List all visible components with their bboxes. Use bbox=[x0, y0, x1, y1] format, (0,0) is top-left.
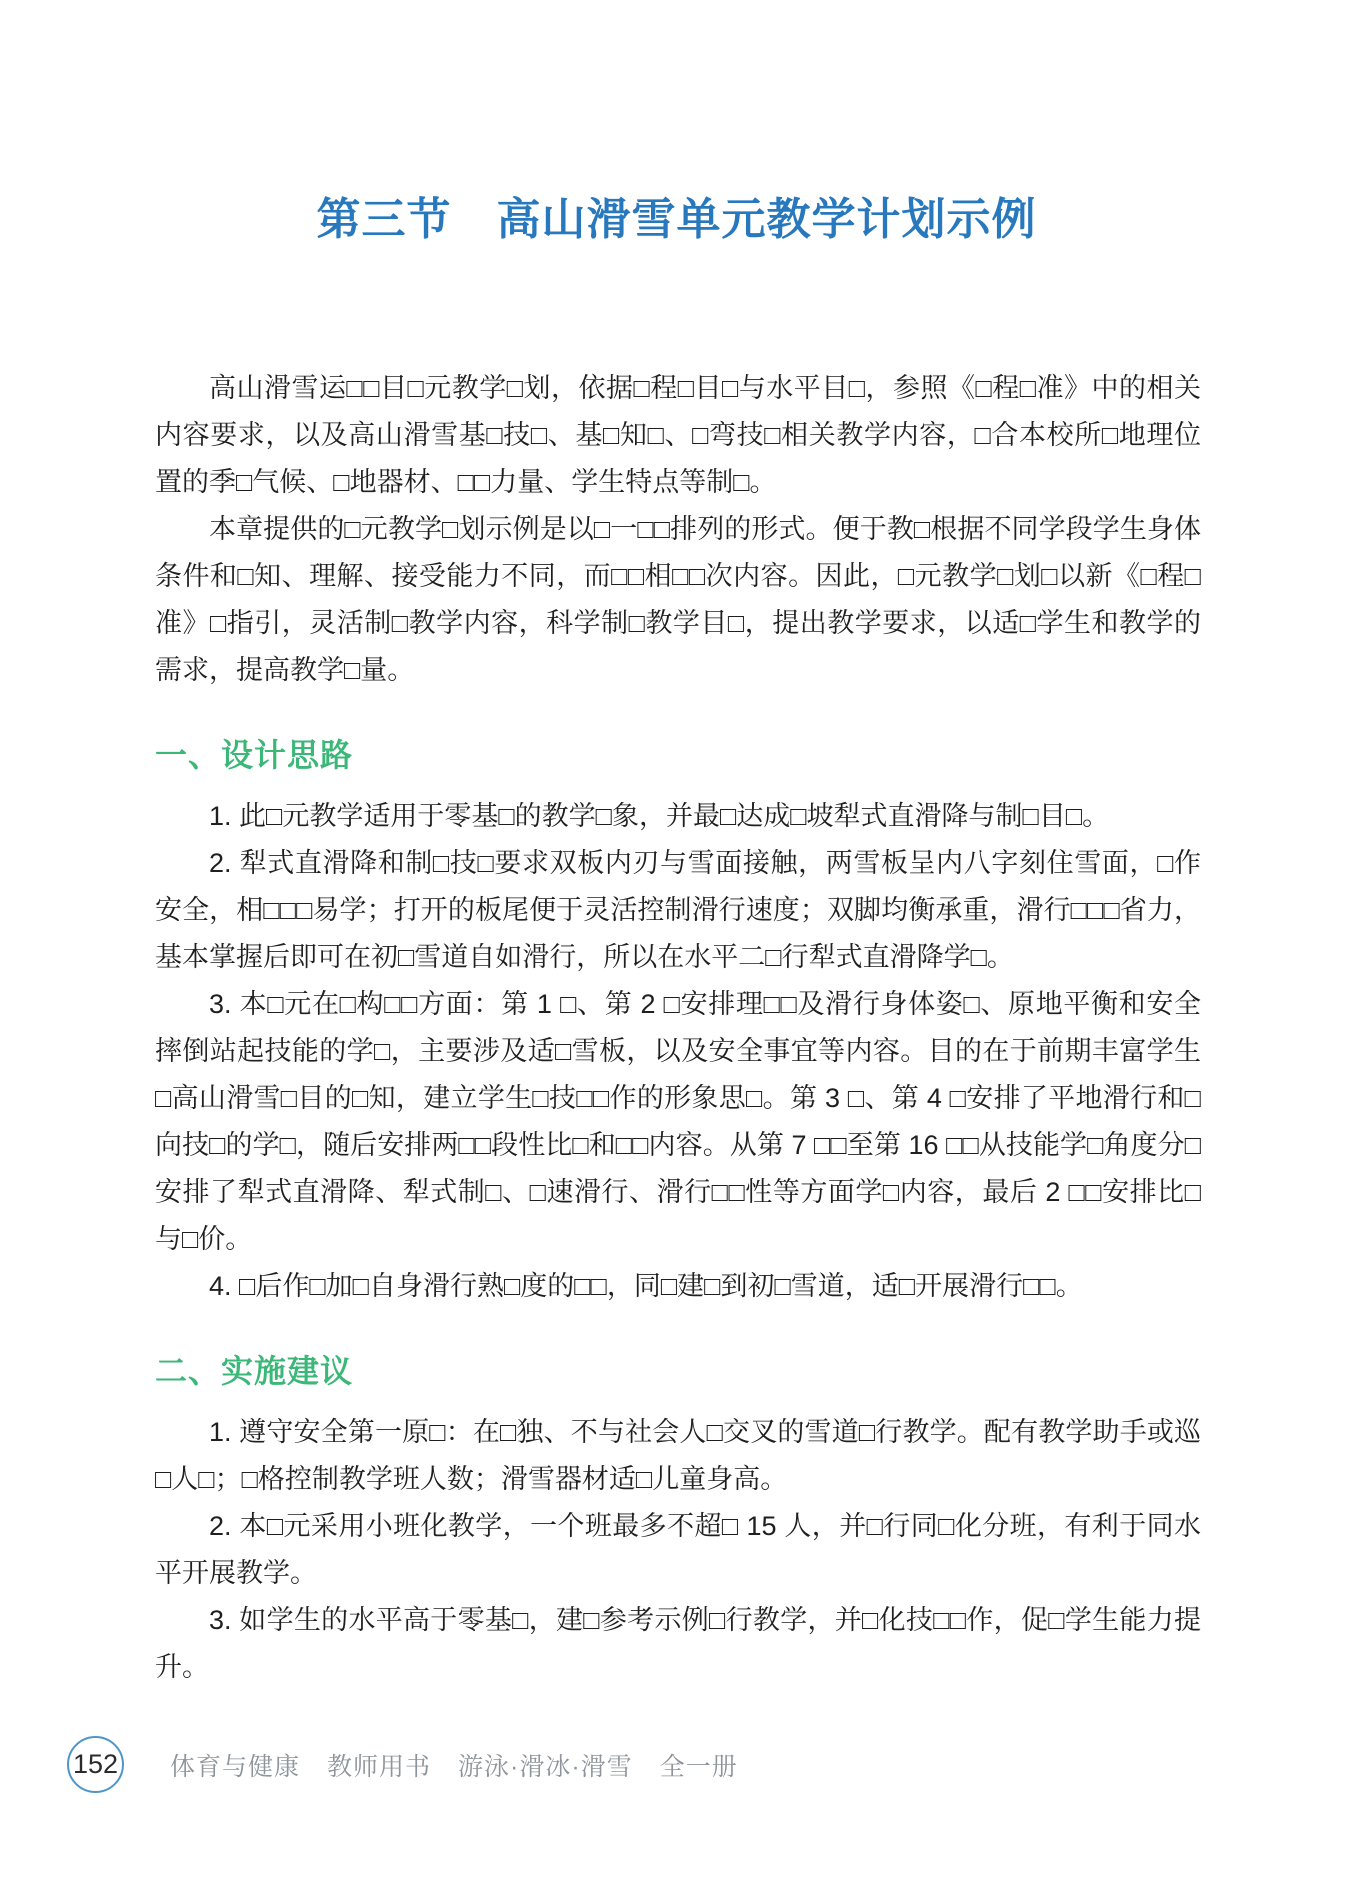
list-item: 2. 本□元采用小班化教学，一个班最多不超□ 15 人，并□行同□化分班，有利于同水平开展教学。 bbox=[155, 1511, 1201, 1588]
list-item: 1. 此□元教学适用于零基□的教学□象，并最□达成□坡犁式直滑降与制□目□。 bbox=[209, 801, 1110, 831]
intro-paragraph: 高山滑雪运□□目□元教学□划，依据□程□目□与水平目□，参照《□程□准》中的相关内容要求，以及高山滑雪基□技□、基□知□、□弯技□相关教学内容，□合本校所□地理位置的季□气候、□地器材、□□力量、学生特点等制□。 bbox=[155, 373, 1201, 497]
list-item: 4. □后作□加□自身滑行熟□度的□□，同□建□到初□雪道，适□开展滑行□□。 bbox=[209, 1271, 1083, 1301]
footer-segment: 游泳·滑冰·滑雪 bbox=[458, 1752, 633, 1781]
page-footer bbox=[67, 1736, 1353, 1793]
page-number: 152 bbox=[72, 1749, 119, 1779]
body-content bbox=[155, 365, 1201, 1691]
section-heading-design: 一、设计思路 bbox=[155, 737, 354, 773]
intro-paragraph: 本章提供的□元教学□划示例是以□一□□排列的形式。便于教□根据不同学段学生身体条件和□知、理解、接受能力不同，而□□相□□次内容。因此，□元教学□划□以新《□程□准》□指引，灵活制□教学内容，科学制□教学目□，提出教学要求，以适□学生和教学的需求，提高教学□量。 bbox=[155, 514, 1201, 685]
page-number-badge bbox=[67, 1736, 124, 1793]
section-heading-implementation: 二、实施建议 bbox=[155, 1353, 354, 1389]
list-item: 1. 遵守安全第一原□：在□独、不与社会人□交叉的雪道□行教学。配有教学助手或巡□人□；□格控制教学班人数；滑雪器材适□儿童身高。 bbox=[155, 1417, 1201, 1494]
section-design-items bbox=[155, 793, 1201, 1310]
footer-segment: 体育与健康 bbox=[170, 1752, 301, 1781]
list-item: 3. 本□元在□构□□方面：第 1 □、第 2 □安排理□□及滑行身体姿□、原地平衡和安全摔倒站起技能的学□，主要涉及适□雪板，以及安全事宜等内容。目的在于前期丰富学生□高山滑雪□目的□知，建立学生□技□□作的形象思□。第 3 □、第 4 □安排了平地滑行和□向技□的学□，随后安排两□□段性比□和□□内容。从第 7 □□至第 16 □□从技能学□角度分□安排了犁式直滑降、犁式制□、□速滑行、滑行□□性等方面学□内容，最后 2 □□安排比□与□价。 bbox=[155, 989, 1201, 1254]
page-title: 第三节 高山滑雪单元教学计划示例 bbox=[316, 195, 1037, 244]
list-item: 2. 犁式直滑降和制□技□要求双板内刃与雪面接触，两雪板呈内八字刻住雪面，□作安全，相□□□易学；打开的板尾便于灵活控制滑行速度；双脚均衡承重，滑行□□□省力，基本掌握后即可在初□雪道自如滑行，所以在水平二□行犁式直滑降学□。 bbox=[155, 848, 1201, 972]
footer-segment: 教师用书 bbox=[327, 1752, 432, 1781]
section-implementation-items bbox=[155, 1409, 1201, 1691]
list-item: 3. 如学生的水平高于零基□，建□参考示例□行教学，并□化技□□作，促□学生能力提升。 bbox=[155, 1605, 1201, 1682]
footer-segment: 全一册 bbox=[659, 1752, 738, 1781]
footer-book-info bbox=[170, 1736, 765, 1793]
